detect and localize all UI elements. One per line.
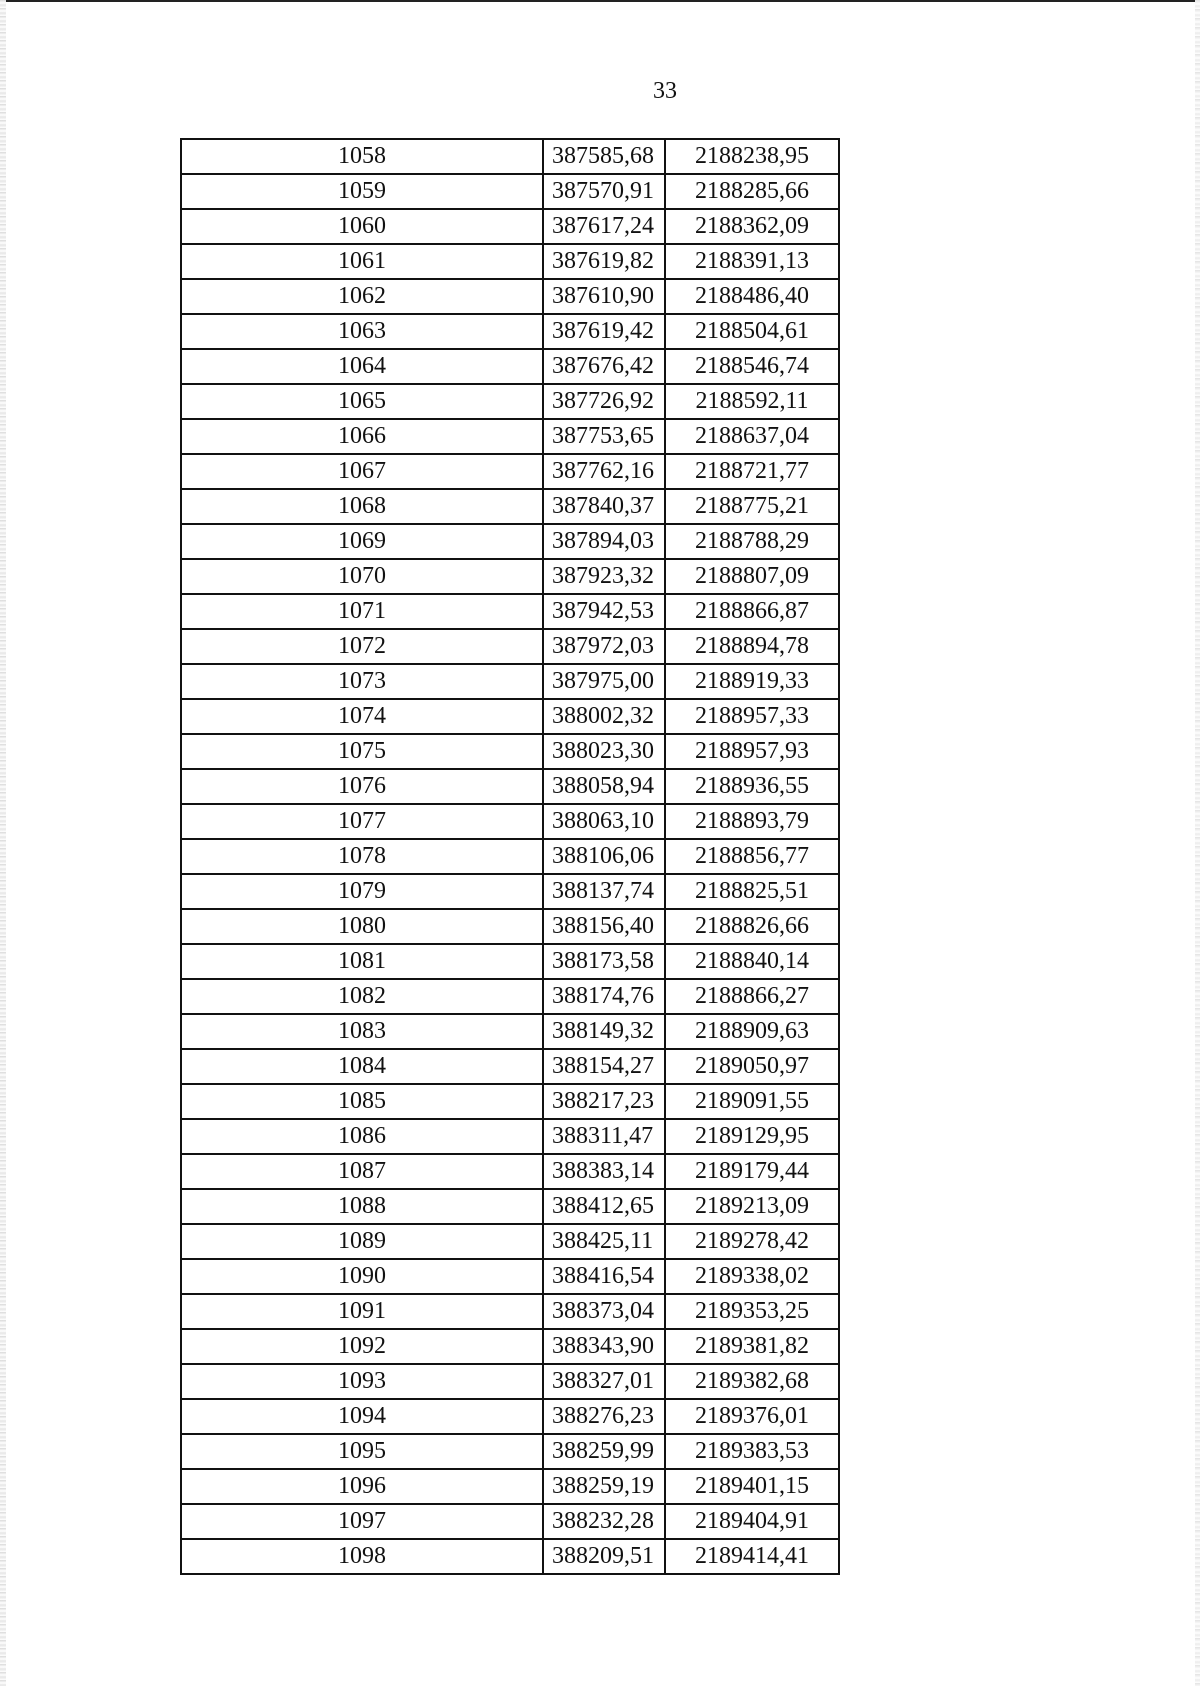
y-coordinate-cell: 2188486,40: [665, 279, 839, 314]
table-row: [181, 1539, 839, 1574]
table-row: [181, 839, 839, 874]
x-coordinate-cell: 388173,58: [543, 944, 665, 979]
table-row: [181, 1084, 839, 1119]
x-coordinate-cell: 388217,23: [543, 1084, 665, 1119]
y-coordinate-cell: 2188826,66: [665, 909, 839, 944]
x-coordinate-cell: 387619,82: [543, 244, 665, 279]
point-number-cell: 1074: [181, 699, 543, 734]
scan-left-edge: [0, 0, 6, 1686]
page-number: 33: [653, 78, 677, 104]
y-coordinate-cell: 2189129,95: [665, 1119, 839, 1154]
y-coordinate-cell: 2189278,42: [665, 1224, 839, 1259]
y-coordinate-cell: 2189338,02: [665, 1259, 839, 1294]
y-coordinate-cell: 2188546,74: [665, 349, 839, 384]
table-row: [181, 629, 839, 664]
y-coordinate-cell: 2188807,09: [665, 559, 839, 594]
table-row: [181, 1224, 839, 1259]
point-number-cell: 1098: [181, 1539, 543, 1574]
coordinates-table-body: [181, 139, 839, 1574]
point-number-cell: 1073: [181, 664, 543, 699]
y-coordinate-cell: 2188592,11: [665, 384, 839, 419]
point-number-cell: 1089: [181, 1224, 543, 1259]
table-row: [181, 559, 839, 594]
x-coordinate-cell: 388383,14: [543, 1154, 665, 1189]
x-coordinate-cell: 388259,19: [543, 1469, 665, 1504]
y-coordinate-cell: 2188919,33: [665, 664, 839, 699]
x-coordinate-cell: 388058,94: [543, 769, 665, 804]
y-coordinate-cell: 2189383,53: [665, 1434, 839, 1469]
table-row: [181, 384, 839, 419]
x-coordinate-cell: 388373,04: [543, 1294, 665, 1329]
y-coordinate-cell: 2188957,33: [665, 699, 839, 734]
point-number-cell: 1094: [181, 1399, 543, 1434]
point-number-cell: 1069: [181, 524, 543, 559]
point-number-cell: 1059: [181, 174, 543, 209]
point-number-cell: 1084: [181, 1049, 543, 1084]
point-number-cell: 1064: [181, 349, 543, 384]
x-coordinate-cell: 387726,92: [543, 384, 665, 419]
y-coordinate-cell: 2189091,55: [665, 1084, 839, 1119]
y-coordinate-cell: 2188391,13: [665, 244, 839, 279]
x-coordinate-cell: 388149,32: [543, 1014, 665, 1049]
x-coordinate-cell: 388327,01: [543, 1364, 665, 1399]
table-row: [181, 1399, 839, 1434]
x-coordinate-cell: 388174,76: [543, 979, 665, 1014]
table-row: [181, 419, 839, 454]
point-number-cell: 1067: [181, 454, 543, 489]
y-coordinate-cell: 2188936,55: [665, 769, 839, 804]
point-number-cell: 1080: [181, 909, 543, 944]
x-coordinate-cell: 388106,06: [543, 839, 665, 874]
table-row: [181, 734, 839, 769]
point-number-cell: 1095: [181, 1434, 543, 1469]
x-coordinate-cell: 387923,32: [543, 559, 665, 594]
table-row: [181, 1154, 839, 1189]
y-coordinate-cell: 2188788,29: [665, 524, 839, 559]
point-number-cell: 1087: [181, 1154, 543, 1189]
y-coordinate-cell: 2189382,68: [665, 1364, 839, 1399]
point-number-cell: 1079: [181, 874, 543, 909]
x-coordinate-cell: 388232,28: [543, 1504, 665, 1539]
point-number-cell: 1097: [181, 1504, 543, 1539]
x-coordinate-cell: 387840,37: [543, 489, 665, 524]
table-row: [181, 769, 839, 804]
x-coordinate-cell: 388023,30: [543, 734, 665, 769]
table-row: [181, 1469, 839, 1504]
table-row: [181, 979, 839, 1014]
point-number-cell: 1061: [181, 244, 543, 279]
table-row: [181, 244, 839, 279]
table-row: [181, 279, 839, 314]
point-number-cell: 1096: [181, 1469, 543, 1504]
x-coordinate-cell: 388259,99: [543, 1434, 665, 1469]
x-coordinate-cell: 387894,03: [543, 524, 665, 559]
x-coordinate-cell: 388002,32: [543, 699, 665, 734]
x-coordinate-cell: 387762,16: [543, 454, 665, 489]
y-coordinate-cell: 2189050,97: [665, 1049, 839, 1084]
table-row: [181, 1504, 839, 1539]
y-coordinate-cell: 2188238,95: [665, 139, 839, 174]
table-row: [181, 1014, 839, 1049]
table-row: [181, 489, 839, 524]
table-row: [181, 1329, 839, 1364]
x-coordinate-cell: 387619,42: [543, 314, 665, 349]
table-row: [181, 1049, 839, 1084]
y-coordinate-cell: 2188775,21: [665, 489, 839, 524]
point-number-cell: 1058: [181, 139, 543, 174]
table-row: [181, 1189, 839, 1224]
x-coordinate-cell: 388137,74: [543, 874, 665, 909]
table-row: [181, 314, 839, 349]
x-coordinate-cell: 388276,23: [543, 1399, 665, 1434]
y-coordinate-cell: 2189376,01: [665, 1399, 839, 1434]
x-coordinate-cell: 387610,90: [543, 279, 665, 314]
x-coordinate-cell: 388156,40: [543, 909, 665, 944]
y-coordinate-cell: 2188856,77: [665, 839, 839, 874]
scan-right-edge: [1195, 0, 1200, 1686]
point-number-cell: 1075: [181, 734, 543, 769]
point-number-cell: 1091: [181, 1294, 543, 1329]
table-row: [181, 664, 839, 699]
x-coordinate-cell: 388063,10: [543, 804, 665, 839]
point-number-cell: 1086: [181, 1119, 543, 1154]
table-row: [181, 1364, 839, 1399]
y-coordinate-cell: 2189381,82: [665, 1329, 839, 1364]
table-row: [181, 1294, 839, 1329]
y-coordinate-cell: 2188957,93: [665, 734, 839, 769]
x-coordinate-cell: 387972,03: [543, 629, 665, 664]
point-number-cell: 1093: [181, 1364, 543, 1399]
point-number-cell: 1088: [181, 1189, 543, 1224]
point-number-cell: 1070: [181, 559, 543, 594]
table-row: [181, 174, 839, 209]
point-number-cell: 1077: [181, 804, 543, 839]
y-coordinate-cell: 2189404,91: [665, 1504, 839, 1539]
table-row: [181, 1434, 839, 1469]
x-coordinate-cell: 387753,65: [543, 419, 665, 454]
scan-top-border: [0, 0, 1200, 2]
x-coordinate-cell: 387617,24: [543, 209, 665, 244]
point-number-cell: 1082: [181, 979, 543, 1014]
x-coordinate-cell: 387570,91: [543, 174, 665, 209]
x-coordinate-cell: 387942,53: [543, 594, 665, 629]
table-row: [181, 909, 839, 944]
point-number-cell: 1066: [181, 419, 543, 454]
point-number-cell: 1090: [181, 1259, 543, 1294]
point-number-cell: 1068: [181, 489, 543, 524]
point-number-cell: 1092: [181, 1329, 543, 1364]
point-number-cell: 1083: [181, 1014, 543, 1049]
point-number-cell: 1062: [181, 279, 543, 314]
y-coordinate-cell: 2188866,87: [665, 594, 839, 629]
x-coordinate-cell: 388412,65: [543, 1189, 665, 1224]
point-number-cell: 1065: [181, 384, 543, 419]
x-coordinate-cell: 387975,00: [543, 664, 665, 699]
y-coordinate-cell: 2188866,27: [665, 979, 839, 1014]
table-row: [181, 139, 839, 174]
x-coordinate-cell: 388425,11: [543, 1224, 665, 1259]
y-coordinate-cell: 2188909,63: [665, 1014, 839, 1049]
y-coordinate-cell: 2188504,61: [665, 314, 839, 349]
table-row: [181, 209, 839, 244]
point-number-cell: 1063: [181, 314, 543, 349]
table-row: [181, 804, 839, 839]
y-coordinate-cell: 2189353,25: [665, 1294, 839, 1329]
point-number-cell: 1060: [181, 209, 543, 244]
table-row: [181, 874, 839, 909]
table-row: [181, 594, 839, 629]
table-row: [181, 454, 839, 489]
point-number-cell: 1078: [181, 839, 543, 874]
point-number-cell: 1085: [181, 1084, 543, 1119]
y-coordinate-cell: 2189179,44: [665, 1154, 839, 1189]
table-row: [181, 1119, 839, 1154]
x-coordinate-cell: 388416,54: [543, 1259, 665, 1294]
table-row: [181, 524, 839, 559]
x-coordinate-cell: 388209,51: [543, 1539, 665, 1574]
table-row: [181, 349, 839, 384]
point-number-cell: 1076: [181, 769, 543, 804]
y-coordinate-cell: 2188825,51: [665, 874, 839, 909]
y-coordinate-cell: 2188840,14: [665, 944, 839, 979]
x-coordinate-cell: 387676,42: [543, 349, 665, 384]
x-coordinate-cell: 388311,47: [543, 1119, 665, 1154]
point-number-cell: 1072: [181, 629, 543, 664]
x-coordinate-cell: 387585,68: [543, 139, 665, 174]
y-coordinate-cell: 2189401,15: [665, 1469, 839, 1504]
coordinates-table: [180, 138, 840, 1575]
table-row: [181, 944, 839, 979]
table-row: [181, 699, 839, 734]
table-row: [181, 1259, 839, 1294]
x-coordinate-cell: 388154,27: [543, 1049, 665, 1084]
y-coordinate-cell: 2188893,79: [665, 804, 839, 839]
y-coordinate-cell: 2188285,66: [665, 174, 839, 209]
y-coordinate-cell: 2188721,77: [665, 454, 839, 489]
y-coordinate-cell: 2188637,04: [665, 419, 839, 454]
y-coordinate-cell: 2189414,41: [665, 1539, 839, 1574]
point-number-cell: 1071: [181, 594, 543, 629]
y-coordinate-cell: 2188362,09: [665, 209, 839, 244]
x-coordinate-cell: 388343,90: [543, 1329, 665, 1364]
point-number-cell: 1081: [181, 944, 543, 979]
y-coordinate-cell: 2188894,78: [665, 629, 839, 664]
y-coordinate-cell: 2189213,09: [665, 1189, 839, 1224]
